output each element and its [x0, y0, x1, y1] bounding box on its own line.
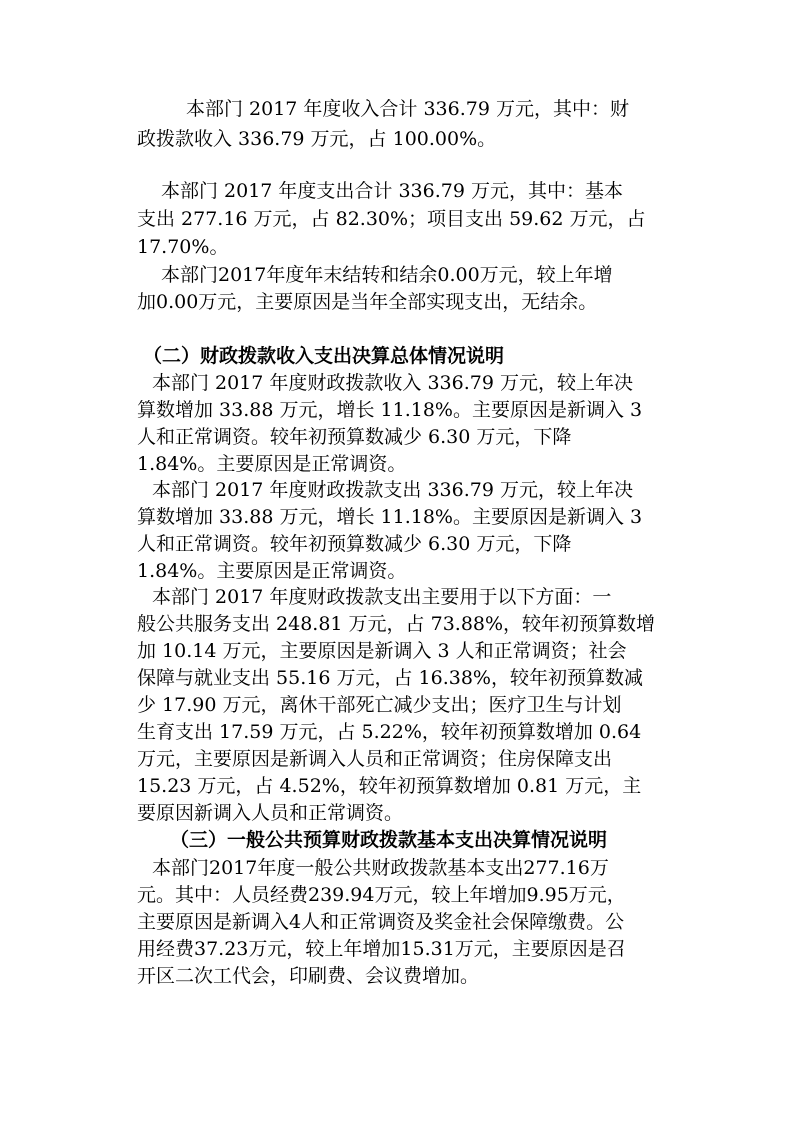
- section-heading-2: （二）财政拨款收入支出决算总体情况说明: [143, 345, 505, 367]
- fiscal-expense-line-3: 人和正常调资。较年初预算数减少 6.30 万元，下降: [137, 533, 572, 555]
- balance-line-1: 本部门2017年度年末结转和结余0.00万元，较上年增: [161, 264, 613, 286]
- usage-line-1: 本部门 2017 年度财政拨款支出主要用于以下方面：一: [152, 586, 612, 608]
- basic-expense-line-1: 本部门2017年度一般公共财政拨款基本支出277.16万: [152, 857, 609, 879]
- balance-line-2: 加0.00万元，主要原因是当年全部实现支出，无结余。: [137, 291, 598, 313]
- fiscal-income-line-3: 人和正常调资。较年初预算数减少 6.30 万元，下降: [137, 426, 572, 448]
- fiscal-income-line-4: 1.84%。主要原因是正常调资。: [137, 453, 407, 475]
- basic-expense-line-3: 主要原因是新调入4人和正常调资及奖金社会保障缴费。公: [137, 911, 625, 933]
- usage-line-5: 少 17.90 万元，离休干部死亡减少支出；医疗卫生与计划: [137, 694, 622, 716]
- usage-line-2: 般公共服务支出 248.81 万元，占 73.88%，较年初预算数增: [137, 613, 656, 635]
- basic-expense-line-4: 用经费37.23万元，较上年增加15.31万元，主要原因是召: [137, 938, 626, 960]
- expense-line-2: 支出 277.16 万元，占 82.30%；项目支出 59.62 万元，占: [137, 208, 646, 230]
- usage-line-4: 保障与就业支出 55.16 万元，占 16.38%，较年初预算数减: [137, 667, 643, 689]
- usage-line-3: 加 10.14 万元，主要原因是新调入 3 人和正常调资；社会: [137, 640, 627, 662]
- fiscal-expense-line-1: 本部门 2017 年度财政拨款支出 336.79 万元，较上年决: [152, 479, 633, 501]
- basic-expense-line-2: 元。其中：人员经费239.94万元，较上年增加9.95万元，: [137, 884, 626, 906]
- usage-line-6: 生育支出 17.59 万元，占 5.22%，较年初预算数增加 0.64: [137, 721, 642, 743]
- fiscal-expense-line-4: 1.84%。主要原因是正常调资。: [137, 560, 407, 582]
- income-line-2: 政拨款收入 336.79 万元，占 100.00%。: [137, 128, 497, 150]
- usage-line-7: 万元，主要原因是新调入人员和正常调资；住房保障支出: [137, 748, 613, 770]
- fiscal-income-line-2: 算数增加 33.88 万元，增长 11.18%。主要原因是新调入 3: [137, 399, 643, 421]
- usage-line-8: 15.23 万元，占 4.52%，较年初预算数增加 0.81 万元，主: [137, 775, 642, 797]
- usage-line-9: 要原因新调入人员和正常调资。: [137, 802, 404, 824]
- fiscal-expense-line-2: 算数增加 33.88 万元，增长 11.18%。主要原因是新调入 3: [137, 506, 643, 528]
- expense-line-1: 本部门 2017 年度支出合计 336.79 万元，其中：基本: [161, 180, 623, 202]
- expense-line-3: 17.70%。: [137, 236, 229, 258]
- fiscal-income-line-1: 本部门 2017 年度财政拨款收入 336.79 万元，较上年决: [152, 372, 633, 394]
- section-heading-3: （三）一般公共预算财政拨款基本支出决算情况说明: [170, 829, 608, 851]
- income-line-1: 本部门 2017 年度收入合计 336.79 万元，其中：财: [186, 98, 629, 120]
- basic-expense-line-5: 开区二次工代会，印刷费、会议费增加。: [137, 965, 480, 987]
